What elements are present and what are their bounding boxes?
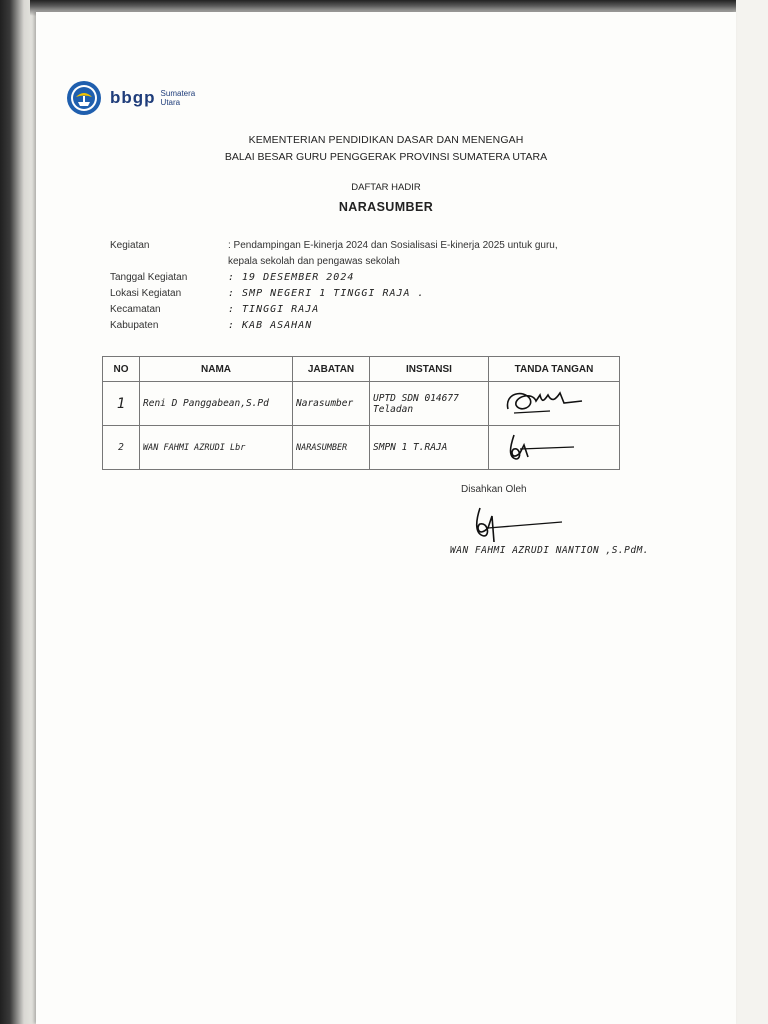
document-title: NARASUMBER bbox=[338, 200, 434, 214]
info-value-handwritten: : TINGGI RAJA bbox=[228, 304, 320, 315]
info-label: Kabupaten bbox=[110, 320, 159, 331]
attendance-table bbox=[102, 356, 620, 470]
info-value: kepala sekolah dan pengawas sekolah bbox=[228, 256, 400, 267]
row-instansi: UPTD SDN 014677 Teladan bbox=[370, 382, 489, 426]
signature-1-icon bbox=[490, 383, 618, 421]
table-row bbox=[103, 426, 620, 470]
row-instansi: SMPN 1 T.RAJA bbox=[370, 426, 489, 470]
info-label: Tanggal Kegiatan bbox=[110, 272, 188, 283]
row-jabatan: NARASUMBER bbox=[293, 426, 370, 470]
logo-sub-text: Sumatera Utara bbox=[160, 89, 196, 107]
col-header-instansi: INSTANSI bbox=[370, 357, 489, 382]
row-signature bbox=[489, 426, 620, 470]
info-row-kegiatan-cont bbox=[110, 254, 670, 270]
bbgp-logo bbox=[66, 80, 207, 116]
approver-signature-icon bbox=[466, 502, 606, 544]
row-jabatan: Narasumber bbox=[293, 382, 370, 426]
info-value-handwritten: : 19 DESEMBER 2024 bbox=[228, 272, 355, 283]
info-value-handwritten: : KAB ASAHAN bbox=[228, 320, 313, 331]
info-value: : Pendampingan E-kinerja 2024 dan Sosialisasi E-kinerja 2025 untuk guru, bbox=[228, 240, 558, 251]
tut-wuri-emblem-icon bbox=[66, 80, 102, 116]
col-header-tanda-tangan: TANDA TANGAN bbox=[489, 357, 620, 382]
approver-name: WAN FAHMI AZRUDI NANTION ,S.PdM. bbox=[450, 545, 650, 556]
info-label: Kecamatan bbox=[110, 304, 161, 315]
signature-2-icon bbox=[490, 427, 618, 465]
row-no: 2 bbox=[103, 426, 140, 470]
col-header-jabatan: JABATAN bbox=[293, 357, 370, 382]
info-label: Lokasi Kegiatan bbox=[110, 288, 182, 299]
info-row-lokasi bbox=[110, 286, 670, 302]
table-header-row bbox=[103, 357, 620, 382]
document-subtitle: DAFTAR HADIR bbox=[351, 182, 421, 193]
approved-by-label: Disahkan Oleh bbox=[461, 484, 527, 495]
table-row bbox=[103, 382, 620, 426]
ministry-heading: KEMENTERIAN PENDIDIKAN DASAR DAN MENENGAH bbox=[248, 134, 524, 146]
info-row-kecamatan bbox=[110, 302, 670, 318]
row-nama: WAN FAHMI AZRUDI Lbr bbox=[140, 426, 293, 470]
info-row-kabupaten bbox=[110, 318, 670, 334]
info-value-handwritten: : SMP NEGERI 1 TINGGI RAJA . bbox=[228, 288, 425, 299]
photo-right-edge bbox=[736, 0, 768, 1024]
col-header-nama: NAMA bbox=[140, 357, 293, 382]
document-page bbox=[36, 12, 736, 1024]
info-row-tanggal bbox=[110, 270, 670, 286]
row-no: 1 bbox=[103, 382, 140, 426]
institution-heading: BALAI BESAR GURU PENGGERAK PROVINSI SUMATERA UTARA bbox=[224, 151, 548, 163]
row-nama: Reni D Panggabean,S.Pd bbox=[140, 382, 293, 426]
logo-brand-text: bbgp bbox=[110, 88, 156, 107]
photo-left-edge bbox=[0, 0, 38, 1024]
col-header-no: NO bbox=[103, 357, 140, 382]
activity-info bbox=[110, 238, 670, 334]
info-label: Kegiatan bbox=[110, 240, 150, 251]
row-signature bbox=[489, 382, 620, 426]
info-row-kegiatan bbox=[110, 238, 670, 254]
